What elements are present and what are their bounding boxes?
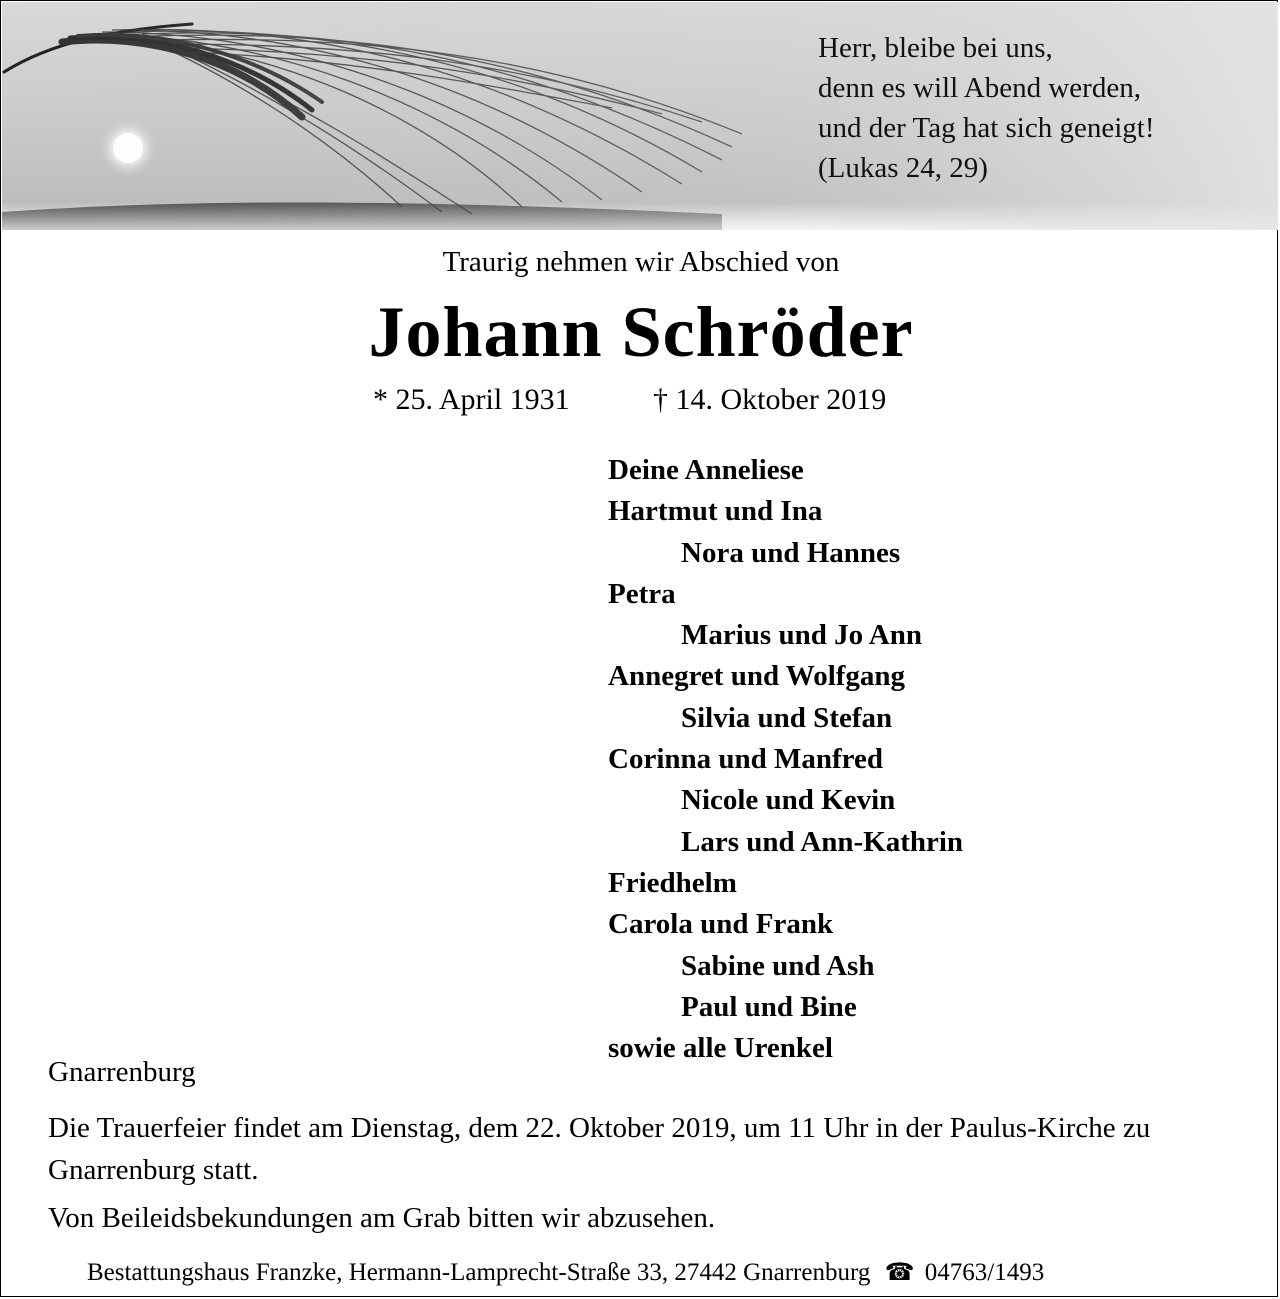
mourner-entry: Corinna und Manfred bbox=[608, 743, 884, 776]
verse-line: und der Tag hat sich geneigt! bbox=[818, 112, 1155, 144]
mourner-entry: Silvia und Stefan bbox=[681, 701, 893, 734]
birth-date: * 25. April 1931 bbox=[373, 383, 570, 416]
mourner-entry: Friedhelm bbox=[608, 866, 737, 899]
mourners-list bbox=[608, 450, 963, 1069]
mourner-entry: Deine Anneliese bbox=[608, 454, 804, 486]
mourner-entry: Annegret und Wolfgang bbox=[608, 660, 906, 693]
undertaker-address: Bestattungshaus Franzke, Hermann-Lamprecht-Straße 33, 27442 Gnarrenburg bbox=[87, 1259, 871, 1286]
death-date: † 14. Oktober 2019 bbox=[653, 383, 887, 416]
condolence-note: Von Beileidsbekundungen am Grab bitten wir abzusehen. bbox=[48, 1202, 716, 1234]
mourner-entry: Petra bbox=[608, 577, 676, 610]
verse-line: denn es will Abend werden, bbox=[818, 72, 1141, 104]
place-name: Gnarrenburg bbox=[48, 1056, 196, 1088]
mourner-entry: Paul und Bine bbox=[681, 990, 857, 1023]
undertaker-footer bbox=[87, 1255, 1044, 1290]
mourner-entry: Carola und Frank bbox=[608, 908, 834, 941]
mourner-entry: sowie alle Urenkel bbox=[608, 1032, 833, 1065]
mourner-entry: Nora und Hannes bbox=[681, 536, 901, 569]
telephone-icon: ☎ bbox=[884, 1258, 915, 1286]
verse-reference: (Lukas 24, 29) bbox=[818, 152, 988, 184]
mourner-entry: Hartmut und Ina bbox=[608, 495, 823, 528]
bible-verse bbox=[818, 28, 1154, 188]
mourner-entry: Nicole und Kevin bbox=[681, 784, 896, 817]
phone-number: 04763/1493 bbox=[924, 1259, 1045, 1286]
verse-line: Herr, bleibe bei uns, bbox=[818, 32, 1053, 64]
header-banner bbox=[2, 2, 1278, 230]
mourner-entry: Sabine und Ash bbox=[681, 949, 875, 982]
mourner-entry: Lars und Ann-Kathrin bbox=[681, 825, 964, 858]
deceased-name: Johann Schröder bbox=[368, 292, 914, 372]
intro-text: Traurig nehmen wir Abschied von bbox=[442, 246, 840, 278]
funeral-service-info: Die Trauerfeier findet am Dienstag, dem 22. Oktober 2019, um 11 Uhr in der Paulus-Kirche zu Gnarrenburg statt. bbox=[48, 1112, 1151, 1186]
mourner-entry: Marius und Jo Ann bbox=[681, 619, 922, 652]
